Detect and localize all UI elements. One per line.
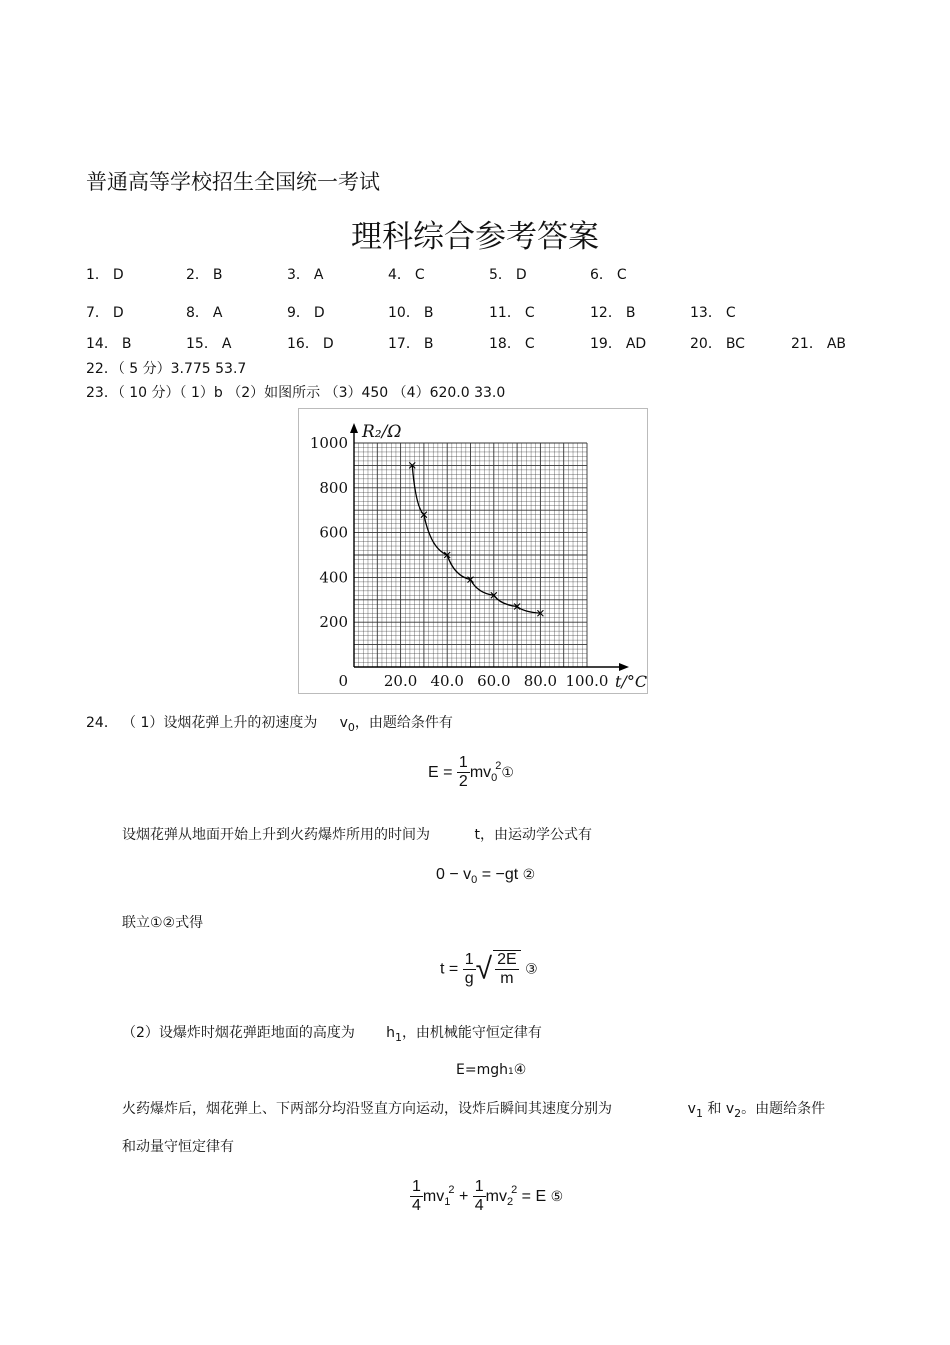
page-title: 理科综合参考答案	[351, 219, 599, 255]
answer-choice: D	[112, 267, 124, 283]
answer-item	[388, 302, 433, 322]
exam-subtitle: 普通高等学校招生全国统一考试	[86, 170, 380, 194]
answer-choice: B	[121, 336, 132, 352]
answer-number: 11．	[489, 305, 521, 321]
answer-choice: D	[322, 336, 334, 352]
answer-choice: C	[414, 267, 425, 283]
answer-choice: D	[515, 267, 527, 283]
answer-choice: D	[313, 305, 325, 321]
answer-choice: B	[625, 305, 636, 321]
answer-choice: B	[423, 305, 434, 321]
answer-item	[590, 302, 635, 322]
x-tick-label: 80.0	[523, 672, 558, 690]
answer-item	[388, 333, 433, 353]
answer-item	[489, 302, 535, 322]
answer-item	[590, 333, 646, 353]
q24-label: 24．	[86, 715, 118, 731]
answer-item	[287, 333, 334, 353]
answer-number: 3．	[287, 267, 310, 283]
q24-combine: 联立①②式得	[122, 915, 204, 931]
answer-number: 16．	[287, 336, 319, 352]
answer-choice: BC	[725, 336, 745, 352]
answer-number: 15．	[186, 336, 218, 352]
answer-choice: C	[616, 267, 627, 283]
x-tick-label: 40.0	[430, 672, 464, 690]
q24-part1-time: 设烟花弹从地面开始上升到火药爆炸所用的时间为 t，由运动学公式有	[122, 827, 593, 843]
y-tick-label: 400	[319, 568, 348, 587]
equation-4: E=mgh1④	[456, 1062, 527, 1078]
answer-choice: B	[212, 267, 223, 283]
answer-item	[690, 333, 745, 353]
y-tick-label: 1000	[309, 434, 348, 452]
answer-choice: B	[423, 336, 434, 352]
answer-item	[489, 333, 535, 353]
answer-number: 10．	[388, 305, 420, 321]
answer-item	[287, 264, 324, 284]
answer-item	[186, 264, 223, 284]
answer-number: 17．	[388, 336, 420, 352]
answer-choice: C	[524, 305, 535, 321]
answer-number: 21．	[791, 336, 823, 352]
x-tick-label: 100.0	[565, 672, 609, 690]
equation-5: $\frac{1}{4}$ $mv_1^2$ + $\frac{1}{4}$ $mv_2^2 = E$ ⑤	[412, 1178, 564, 1215]
answer-number: 1．	[86, 267, 109, 283]
y-tick-label: 200	[319, 613, 348, 632]
equation-3: t = $\frac{1}{g}$ √ $\frac{2E}{m}$ ③	[440, 950, 538, 988]
chart-svg	[299, 409, 649, 695]
equation-2: $0 - v_0 = -gt$ ②	[436, 866, 536, 886]
answer-choice: C	[725, 305, 736, 321]
answer-number: 5．	[489, 267, 512, 283]
answer-number: 13．	[690, 305, 722, 321]
answer-number: 6．	[590, 267, 613, 283]
x-tick-label: 20.0	[383, 672, 418, 690]
answer-choice: A	[221, 336, 232, 352]
y-tick-label: 800	[319, 478, 348, 497]
answer-item	[186, 333, 231, 353]
x-tick-label: 0	[338, 672, 348, 690]
answer-item	[690, 302, 736, 322]
y-axis-label: R₂/Ω	[362, 422, 402, 442]
answer-item	[489, 264, 527, 284]
answer-number: 19．	[590, 336, 622, 352]
q24-momentum: 和动量守恒定律有	[122, 1139, 234, 1155]
answer-choice: AD	[625, 336, 647, 352]
q24-part1-intro: （ 1）设烟花弹上升的初速度为 $v_0$，由题给条件有	[122, 715, 453, 734]
answer-choice: A	[313, 267, 324, 283]
answer-item	[86, 264, 124, 284]
answer-choice: C	[524, 336, 535, 352]
answer-number: 8．	[186, 305, 209, 321]
answer-choice: AB	[826, 336, 847, 352]
answer-number: 20．	[690, 336, 722, 352]
answer-item	[388, 264, 425, 284]
answer-item	[86, 333, 131, 353]
answer-number: 12．	[590, 305, 622, 321]
equation-1: E = $\frac{1}{2}$ $mv_0^2①$	[428, 754, 514, 791]
answer-item	[287, 302, 325, 322]
y-axis-arrow	[350, 423, 358, 433]
resistance-temperature-graph	[298, 408, 648, 694]
q24-explosion: 火药爆炸后，烟花弹上、下两部分均沿竖直方向运动，设炸后瞬间其速度分别为 $v_1$ 和 $v_2$。由题给条件	[122, 1101, 826, 1120]
x-axis-label: t/°C	[615, 672, 648, 691]
answer-item	[186, 302, 223, 322]
answer-choice: A	[212, 305, 223, 321]
answer-number: 9．	[287, 305, 310, 321]
answer-number: 7．	[86, 305, 109, 321]
answer-22: 22．（ 5 分）3.775 53.7	[86, 361, 247, 377]
answer-number: 18．	[489, 336, 521, 352]
answer-number: 4．	[388, 267, 411, 283]
answer-choice: D	[112, 305, 124, 321]
answer-23: 23．（ 10 分）（ 1）b （2）如图所示 （3）450 （4）620.0 33.0	[86, 385, 506, 401]
q24-part2-intro: （2）设爆炸时烟花弹距地面的高度为 $h_1$，由机械能守恒定律有	[122, 1025, 542, 1044]
y-tick-label: 600	[319, 523, 348, 542]
answer-item	[590, 264, 627, 284]
answer-number: 14．	[86, 336, 118, 352]
x-tick-label: 60.0	[477, 672, 511, 690]
answer-number: 2．	[186, 267, 209, 283]
answer-item	[791, 333, 846, 353]
answer-item	[86, 302, 124, 322]
x-axis-arrow	[619, 663, 629, 671]
